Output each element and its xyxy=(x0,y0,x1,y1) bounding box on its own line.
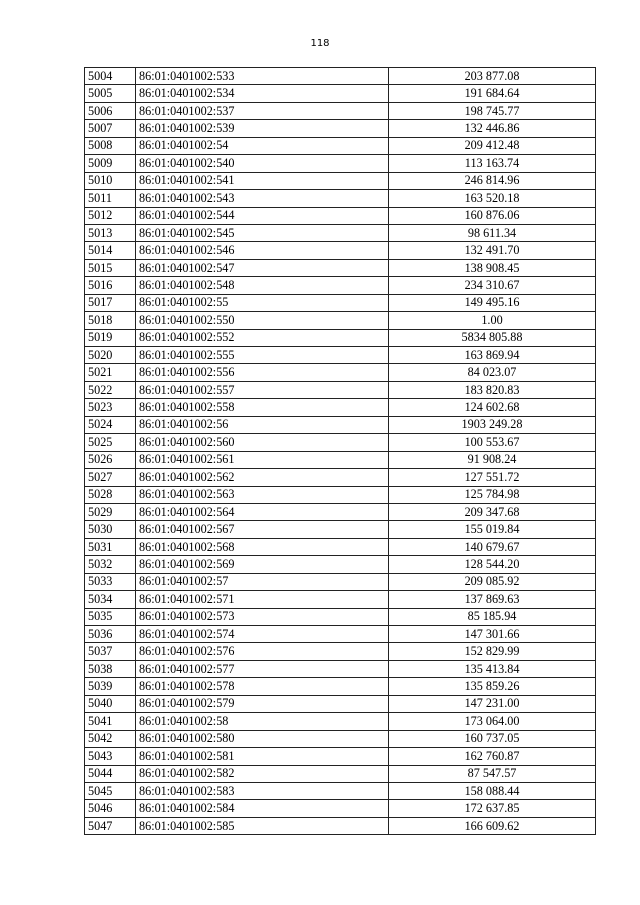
cadastral-number-cell: 86:01:0401002:547 xyxy=(136,259,389,276)
cadastral-number-cell: 86:01:0401002:585 xyxy=(136,817,389,834)
row-number-cell: 5045 xyxy=(85,782,136,799)
value-cell: 172 637.85 xyxy=(389,800,596,817)
row-number-cell: 5028 xyxy=(85,486,136,503)
cadastral-number-cell: 86:01:0401002:534 xyxy=(136,85,389,102)
value-cell: 137 869.63 xyxy=(389,591,596,608)
table-row xyxy=(85,277,596,294)
cadastral-number-cell: 86:01:0401002:562 xyxy=(136,469,389,486)
table-row xyxy=(85,207,596,224)
table-row xyxy=(85,660,596,677)
value-cell: 191 684.64 xyxy=(389,85,596,102)
table-row xyxy=(85,451,596,468)
value-cell: 1903 249.28 xyxy=(389,416,596,433)
value-cell: 173 064.00 xyxy=(389,713,596,730)
table-row xyxy=(85,817,596,834)
value-cell: 132 491.70 xyxy=(389,242,596,259)
row-number-cell: 5023 xyxy=(85,399,136,416)
cadastral-number-cell: 86:01:0401002:558 xyxy=(136,399,389,416)
cadastral-number-cell: 86:01:0401002:56 xyxy=(136,416,389,433)
row-number-cell: 5036 xyxy=(85,626,136,643)
cadastral-number-cell: 86:01:0401002:557 xyxy=(136,381,389,398)
table-row xyxy=(85,713,596,730)
value-cell: 113 163.74 xyxy=(389,155,596,172)
table-row xyxy=(85,469,596,486)
value-cell: 160 876.06 xyxy=(389,207,596,224)
value-cell: 128 544.20 xyxy=(389,556,596,573)
value-cell: 140 679.67 xyxy=(389,538,596,555)
cadastral-number-cell: 86:01:0401002:546 xyxy=(136,242,389,259)
table-row xyxy=(85,312,596,329)
value-cell: 125 784.98 xyxy=(389,486,596,503)
table-row xyxy=(85,329,596,346)
row-number-cell: 5038 xyxy=(85,660,136,677)
value-cell: 135 859.26 xyxy=(389,678,596,695)
value-cell: 1.00 xyxy=(389,312,596,329)
table-row xyxy=(85,748,596,765)
table-row xyxy=(85,503,596,520)
value-cell: 135 413.84 xyxy=(389,660,596,677)
cadastral-number-cell: 86:01:0401002:574 xyxy=(136,626,389,643)
table-row xyxy=(85,782,596,799)
row-number-cell: 5004 xyxy=(85,68,136,85)
cadastral-value-table xyxy=(84,67,596,835)
cadastral-number-cell: 86:01:0401002:579 xyxy=(136,695,389,712)
row-number-cell: 5044 xyxy=(85,765,136,782)
cadastral-number-cell: 86:01:0401002:548 xyxy=(136,277,389,294)
value-cell: 124 602.68 xyxy=(389,399,596,416)
value-cell: 234 310.67 xyxy=(389,277,596,294)
cadastral-number-cell: 86:01:0401002:550 xyxy=(136,312,389,329)
value-cell: 138 908.45 xyxy=(389,259,596,276)
table-row xyxy=(85,224,596,241)
value-cell: 163 869.94 xyxy=(389,347,596,364)
cadastral-number-cell: 86:01:0401002:583 xyxy=(136,782,389,799)
value-cell: 147 231.00 xyxy=(389,695,596,712)
value-cell: 160 737.05 xyxy=(389,730,596,747)
row-number-cell: 5014 xyxy=(85,242,136,259)
cadastral-number-cell: 86:01:0401002:578 xyxy=(136,678,389,695)
table-row xyxy=(85,137,596,154)
cadastral-number-cell: 86:01:0401002:537 xyxy=(136,102,389,119)
table-row xyxy=(85,800,596,817)
table-row xyxy=(85,399,596,416)
row-number-cell: 5011 xyxy=(85,190,136,207)
row-number-cell: 5008 xyxy=(85,137,136,154)
cadastral-number-cell: 86:01:0401002:540 xyxy=(136,155,389,172)
row-number-cell: 5024 xyxy=(85,416,136,433)
table-row xyxy=(85,259,596,276)
cadastral-number-cell: 86:01:0401002:571 xyxy=(136,591,389,608)
row-number-cell: 5021 xyxy=(85,364,136,381)
table-row xyxy=(85,242,596,259)
cadastral-number-cell: 86:01:0401002:552 xyxy=(136,329,389,346)
cadastral-number-cell: 86:01:0401002:568 xyxy=(136,538,389,555)
row-number-cell: 5029 xyxy=(85,503,136,520)
table-row xyxy=(85,538,596,555)
row-number-cell: 5042 xyxy=(85,730,136,747)
row-number-cell: 5033 xyxy=(85,573,136,590)
value-cell: 246 814.96 xyxy=(389,172,596,189)
table-row xyxy=(85,573,596,590)
cadastral-number-cell: 86:01:0401002:544 xyxy=(136,207,389,224)
cadastral-number-cell: 86:01:0401002:567 xyxy=(136,521,389,538)
value-cell: 149 495.16 xyxy=(389,294,596,311)
row-number-cell: 5016 xyxy=(85,277,136,294)
cadastral-number-cell: 86:01:0401002:560 xyxy=(136,434,389,451)
value-cell: 98 611.34 xyxy=(389,224,596,241)
table-row xyxy=(85,364,596,381)
cadastral-number-cell: 86:01:0401002:564 xyxy=(136,503,389,520)
row-number-cell: 5010 xyxy=(85,172,136,189)
row-number-cell: 5020 xyxy=(85,347,136,364)
value-cell: 198 745.77 xyxy=(389,102,596,119)
row-number-cell: 5041 xyxy=(85,713,136,730)
row-number-cell: 5035 xyxy=(85,608,136,625)
table-row xyxy=(85,381,596,398)
row-number-cell: 5047 xyxy=(85,817,136,834)
value-cell: 100 553.67 xyxy=(389,434,596,451)
cadastral-number-cell: 86:01:0401002:556 xyxy=(136,364,389,381)
cadastral-number-cell: 86:01:0401002:543 xyxy=(136,190,389,207)
value-cell: 85 185.94 xyxy=(389,608,596,625)
cadastral-number-cell: 86:01:0401002:545 xyxy=(136,224,389,241)
row-number-cell: 5018 xyxy=(85,312,136,329)
cadastral-number-cell: 86:01:0401002:569 xyxy=(136,556,389,573)
row-number-cell: 5015 xyxy=(85,259,136,276)
table-row xyxy=(85,643,596,660)
cadastral-number-cell: 86:01:0401002:580 xyxy=(136,730,389,747)
row-number-cell: 5009 xyxy=(85,155,136,172)
page-number: 118 xyxy=(310,38,330,49)
row-number-cell: 5019 xyxy=(85,329,136,346)
cadastral-number-cell: 86:01:0401002:55 xyxy=(136,294,389,311)
row-number-cell: 5022 xyxy=(85,381,136,398)
row-number-cell: 5043 xyxy=(85,748,136,765)
table-row xyxy=(85,120,596,137)
table-row xyxy=(85,434,596,451)
row-number-cell: 5039 xyxy=(85,678,136,695)
cadastral-number-cell: 86:01:0401002:539 xyxy=(136,120,389,137)
cadastral-number-cell: 86:01:0401002:573 xyxy=(136,608,389,625)
row-number-cell: 5025 xyxy=(85,434,136,451)
table-row xyxy=(85,68,596,85)
table-row xyxy=(85,416,596,433)
cadastral-number-cell: 86:01:0401002:563 xyxy=(136,486,389,503)
table-row xyxy=(85,521,596,538)
value-cell: 209 412.48 xyxy=(389,137,596,154)
row-number-cell: 5005 xyxy=(85,85,136,102)
row-number-cell: 5026 xyxy=(85,451,136,468)
row-number-cell: 5013 xyxy=(85,224,136,241)
row-number-cell: 5027 xyxy=(85,469,136,486)
row-number-cell: 5006 xyxy=(85,102,136,119)
table-row xyxy=(85,591,596,608)
table-row xyxy=(85,678,596,695)
table-row xyxy=(85,155,596,172)
value-cell: 203 877.08 xyxy=(389,68,596,85)
table-row xyxy=(85,347,596,364)
cadastral-number-cell: 86:01:0401002:561 xyxy=(136,451,389,468)
row-number-cell: 5046 xyxy=(85,800,136,817)
value-cell: 155 019.84 xyxy=(389,521,596,538)
row-number-cell: 5012 xyxy=(85,207,136,224)
value-cell: 132 446.86 xyxy=(389,120,596,137)
row-number-cell: 5017 xyxy=(85,294,136,311)
cadastral-number-cell: 86:01:0401002:57 xyxy=(136,573,389,590)
value-cell: 209 347.68 xyxy=(389,503,596,520)
table-row xyxy=(85,190,596,207)
value-cell: 84 023.07 xyxy=(389,364,596,381)
value-cell: 166 609.62 xyxy=(389,817,596,834)
cadastral-number-cell: 86:01:0401002:555 xyxy=(136,347,389,364)
cadastral-number-cell: 86:01:0401002:581 xyxy=(136,748,389,765)
row-number-cell: 5032 xyxy=(85,556,136,573)
cadastral-number-cell: 86:01:0401002:533 xyxy=(136,68,389,85)
cadastral-number-cell: 86:01:0401002:541 xyxy=(136,172,389,189)
cadastral-number-cell: 86:01:0401002:576 xyxy=(136,643,389,660)
table-row xyxy=(85,102,596,119)
value-cell: 158 088.44 xyxy=(389,782,596,799)
value-cell: 209 085.92 xyxy=(389,573,596,590)
table-row xyxy=(85,486,596,503)
row-number-cell: 5040 xyxy=(85,695,136,712)
row-number-cell: 5037 xyxy=(85,643,136,660)
table-row xyxy=(85,172,596,189)
table-row xyxy=(85,294,596,311)
row-number-cell: 5031 xyxy=(85,538,136,555)
value-cell: 152 829.99 xyxy=(389,643,596,660)
cadastral-number-cell: 86:01:0401002:577 xyxy=(136,660,389,677)
row-number-cell: 5030 xyxy=(85,521,136,538)
cadastral-number-cell: 86:01:0401002:58 xyxy=(136,713,389,730)
value-cell: 163 520.18 xyxy=(389,190,596,207)
table-row xyxy=(85,556,596,573)
table-row xyxy=(85,730,596,747)
table-row xyxy=(85,608,596,625)
row-number-cell: 5007 xyxy=(85,120,136,137)
row-number-cell: 5034 xyxy=(85,591,136,608)
table-row xyxy=(85,626,596,643)
table-row xyxy=(85,85,596,102)
value-cell: 91 908.24 xyxy=(389,451,596,468)
cadastral-number-cell: 86:01:0401002:582 xyxy=(136,765,389,782)
value-cell: 162 760.87 xyxy=(389,748,596,765)
table-row xyxy=(85,765,596,782)
table-body xyxy=(85,68,596,835)
cadastral-number-cell: 86:01:0401002:584 xyxy=(136,800,389,817)
value-cell: 5834 805.88 xyxy=(389,329,596,346)
value-cell: 87 547.57 xyxy=(389,765,596,782)
cadastral-number-cell: 86:01:0401002:54 xyxy=(136,137,389,154)
value-cell: 183 820.83 xyxy=(389,381,596,398)
table-row xyxy=(85,695,596,712)
value-cell: 127 551.72 xyxy=(389,469,596,486)
value-cell: 147 301.66 xyxy=(389,626,596,643)
